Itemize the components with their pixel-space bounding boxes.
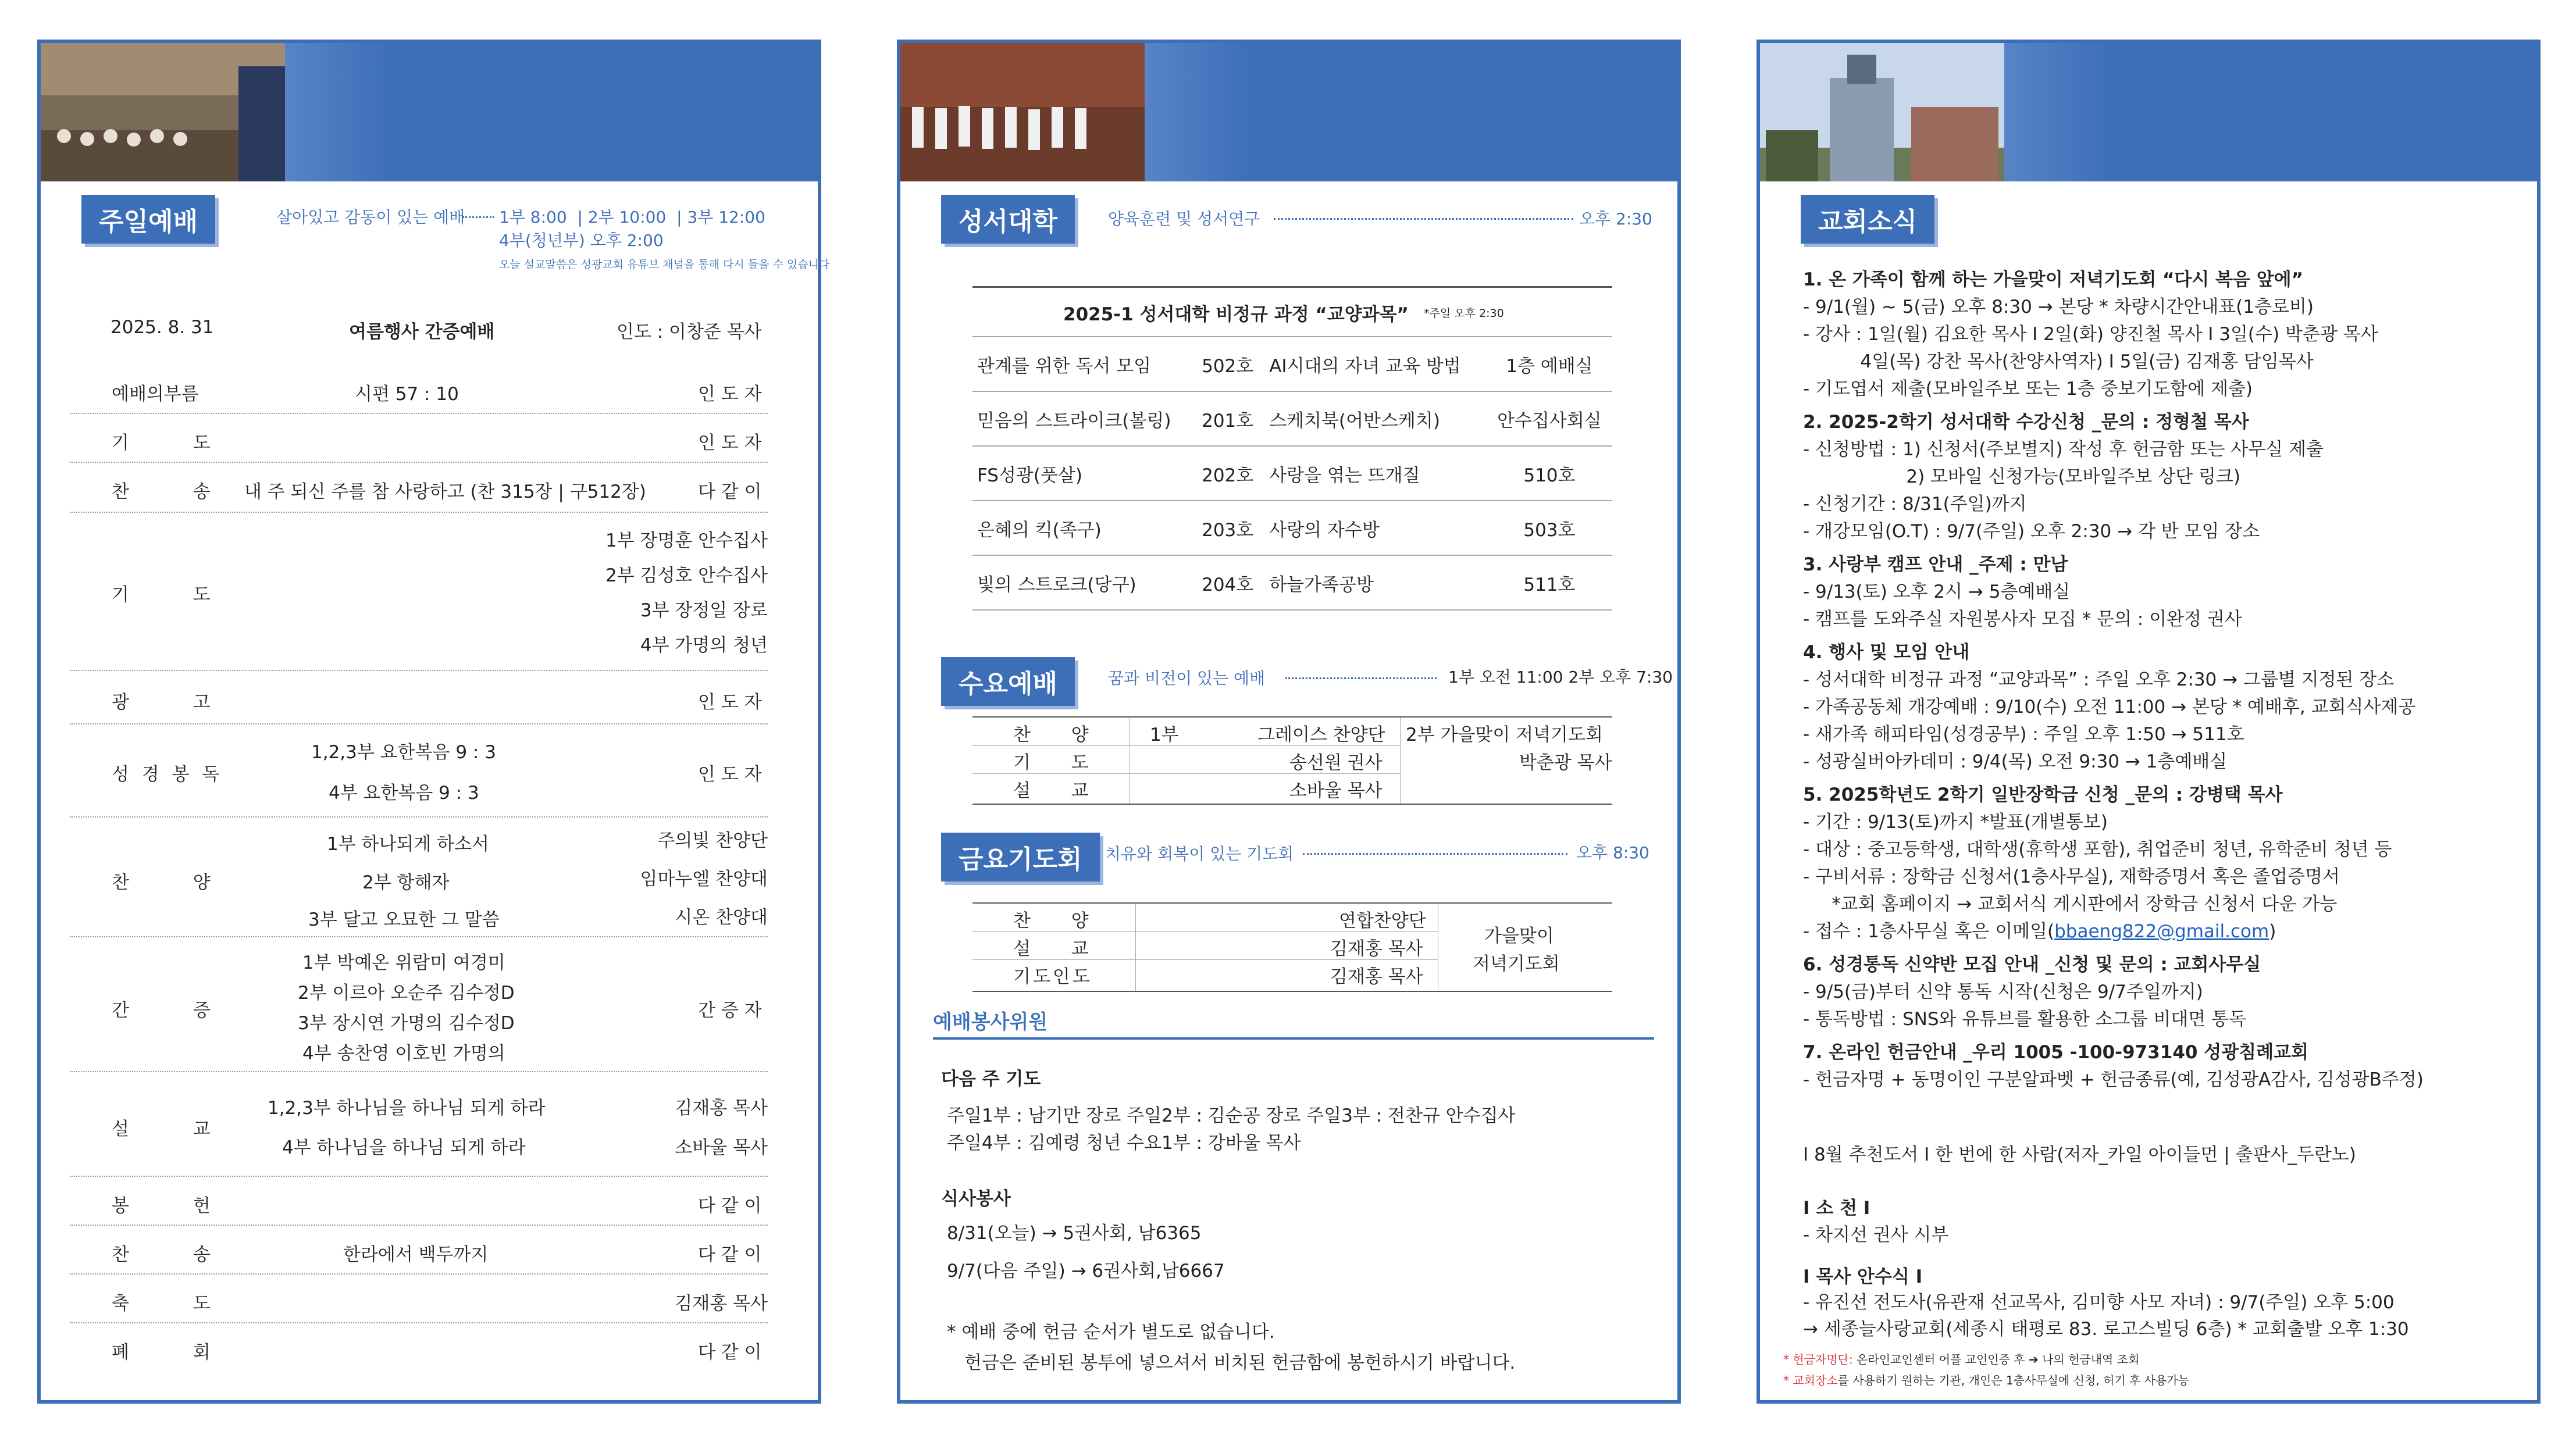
news-heading: 3. 사랑부 캠프 안내 _주제 : 만남 xyxy=(1803,554,2068,575)
news-line: 2) 모바일 신청가능(모바일주보 상단 링크) xyxy=(1803,466,2240,487)
order-label: 기 도 xyxy=(112,584,240,605)
course-row xyxy=(972,555,1612,610)
friday-title: 금요기도회 xyxy=(941,833,1100,881)
order-line: 1부 하나되게 하소서 xyxy=(327,834,489,855)
offering-notice: 헌금은 준비된 봉투에 넣으셔서 비치된 헌금함에 봉헌하시기 바랍니다. xyxy=(964,1352,1516,1373)
news-list xyxy=(1803,266,2424,1094)
order-label: 폐 회 xyxy=(112,1342,240,1363)
wednesday-subtitle: 꿈과 비전이 있는 예배 xyxy=(1108,669,1266,688)
email-suffix: ) xyxy=(2269,921,2276,942)
news-heading: 5. 2025학년도 2학기 일반장학금 신청 _문의 : 강병택 목사 xyxy=(1803,784,2283,805)
header-banner xyxy=(1760,43,2537,181)
choir-photo xyxy=(900,43,1145,181)
email-link[interactable]: bbaeng822@gmail.com xyxy=(2054,921,2269,942)
course-room: 511호 xyxy=(1487,555,1612,610)
order-person: 소바울 목사 xyxy=(675,1137,768,1158)
wed-person: 그레이스 찬양단 xyxy=(1257,724,1385,745)
dotted-leader xyxy=(1303,853,1567,855)
wed-label: 기 도 xyxy=(1013,752,1106,773)
wed-person: 소바울 목사 xyxy=(1289,780,1383,801)
order-line: 2부 이르아 오순주 김수정D xyxy=(298,983,515,1004)
service-leader: 인도 : 이창준 목사 xyxy=(617,322,762,342)
order-line: 4부 하나님을 하나님 되게 하라 xyxy=(282,1137,526,1158)
news-line: - 강사 : 1일(월) 김요한 목사 I 2일(화) 양진철 목사 I 3일(수) 박춘광 목사 xyxy=(1803,324,2378,345)
wednesday-time: 1부 오전 11:00 2부 오후 7:30 xyxy=(1448,668,1673,687)
news-line: - 신청기간 : 8/31(주일)까지 xyxy=(1803,494,2027,515)
order-person: 인 도 자 xyxy=(698,692,762,713)
fri-label: 설 교 xyxy=(1013,938,1106,959)
course-table-top xyxy=(972,286,1612,288)
order-label: 예배의부름 xyxy=(112,384,199,405)
order-person: 다 같 이 xyxy=(698,1342,762,1363)
order-label: 성 경 봉 독 xyxy=(112,764,223,785)
order-person: 인 도 자 xyxy=(698,433,762,454)
order-label: 찬 송 xyxy=(112,1244,240,1265)
section-time: 오후 2:30 xyxy=(1579,209,1652,229)
news-line: - 통독방법 : SNS와 유튜브를 활용한 소그룹 비대면 통독 xyxy=(1803,1009,2246,1030)
course-name: 은혜의 킥(족구) xyxy=(972,501,1197,555)
news-line: - 캠프를 도와주실 자원봉사자 모집 * 문의 : 이완정 권사 xyxy=(1803,609,2242,630)
news-heading: 6. 성경통독 신약반 모집 안내 _신청 및 문의 : 교회사무실 xyxy=(1803,954,2261,975)
course-name: 빛의 스트로크(당구) xyxy=(972,555,1197,610)
footnote-text: 를 사용하기 원하는 기관, 개인은 1층사무실에 신청, 허기 후 사용가능 xyxy=(1837,1373,2189,1387)
order-line: 2부 김성호 안수집사 xyxy=(605,565,768,586)
news-line: - 가족공동체 개강예배 : 9/10(수) 오전 11:00 → 본당 * 예배후, 교회식사제공 xyxy=(1803,697,2416,718)
fri-person: 연합찬양단 xyxy=(1339,911,1426,931)
order-line: 4부 요한복음 9 : 3 xyxy=(329,783,479,804)
section-title: 주일예배 xyxy=(81,195,215,244)
fri-event: 저녁기도회 xyxy=(1473,954,1560,975)
news-heading: 1. 온 가족이 함께 하는 가을맞이 저녁기도회 “다시 복음 앞에” xyxy=(1803,269,2303,290)
footnote-label: * 헌금자명단: xyxy=(1783,1352,1853,1366)
news-heading: 7. 온라인 헌금안내 _우리 1005 -100-973140 성광침례교회 xyxy=(1803,1042,2308,1063)
order-row xyxy=(70,818,768,937)
course-name: 믿음의 스트라이크(볼링) xyxy=(972,391,1197,446)
course-room: 1층 예배실 xyxy=(1487,337,1612,391)
course-row xyxy=(972,501,1612,555)
header-banner xyxy=(41,43,818,181)
order-row xyxy=(70,463,768,513)
course-name: FS성광(풋살) xyxy=(972,446,1197,501)
order-row xyxy=(70,671,768,724)
order-person: 시온 찬양대 xyxy=(675,907,768,928)
news-line: - 9/5(금)부터 신약 통독 시작(신청은 9/7주일까지) xyxy=(1803,981,2203,1002)
dotted-leader xyxy=(1274,218,1573,220)
course-room: 502호 xyxy=(1197,337,1264,391)
section-title: 성서대학 xyxy=(941,195,1075,244)
order-line: 1,2,3부 요한복음 9 : 3 xyxy=(311,742,496,763)
news-line: - 기도엽서 제출(모바일주보 또는 1층 중보기도함에 제출) xyxy=(1803,379,2253,399)
time-label: 4부(청년부) xyxy=(499,231,585,250)
news-line: - 대상 : 중고등학생, 대학생(휴학생 포함), 취업준비 청년, 유학준비 청년 등 xyxy=(1803,839,2392,860)
ordain-line: → 세종늘사랑교회(세종시 태평로 83. 로고스빌딩 6층) * 교회출발 오후 1:30 xyxy=(1803,1319,2409,1340)
news-line: - 9/13(토) 오후 2시 → 5층예배실 xyxy=(1803,581,2071,602)
order-line: 4부 가명의 청년 xyxy=(640,635,768,656)
order-person: 다 같 이 xyxy=(698,481,762,502)
called-title: I 소 천 I xyxy=(1803,1198,1870,1219)
news-heading: 4. 행사 및 모임 안내 xyxy=(1803,642,1970,663)
course-title: 2025-1 성서대학 비정규 과정 “교양과목” xyxy=(1063,304,1409,325)
meal-line: 8/31(오늘) → 5권사회, 남6365 xyxy=(947,1223,1202,1244)
order-person: 김재홍 목사 xyxy=(675,1098,768,1119)
order-row xyxy=(70,724,768,818)
footnote xyxy=(1783,1350,2139,1367)
order-line: 1,2,3부 하나님을 하나님 되게 하라 xyxy=(268,1098,546,1119)
course-row xyxy=(972,391,1612,446)
order-label: 기 도 xyxy=(112,433,240,454)
news-line xyxy=(1803,918,2424,945)
time-value: 8:00 xyxy=(530,208,567,227)
order-line: 1부 장명훈 안수집사 xyxy=(605,530,768,551)
service-name: 여름행사 간증예배 xyxy=(349,322,495,342)
news-line: - 구비서류 : 장학금 신청서(1층사무실), 재학증명서 혹은 졸업증명서 xyxy=(1803,866,2340,887)
order-row xyxy=(70,1177,768,1226)
order-line: 3부 장정일 장로 xyxy=(640,600,768,621)
news-line: 4일(목) 강찬 목사(찬양사역자) I 5일(금) 김재홍 담임목사 xyxy=(1803,351,2314,372)
time-value: 10:00 xyxy=(619,208,667,227)
called-line: - 차지선 권사 시부 xyxy=(1803,1225,1949,1245)
friday-subtitle: 치유와 회복이 있는 기도회 xyxy=(1105,844,1294,863)
committee-title: 예배봉사위원 xyxy=(933,1011,1048,1034)
choir-photo xyxy=(41,43,285,181)
youtube-note: 오늘 설교말씀은 성광교회 유튜브 채널을 통해 다시 들을 수 있습니다 xyxy=(499,258,830,271)
order-label: 간 증 xyxy=(112,1000,240,1021)
section-subtitle: 양육훈련 및 성서연구 xyxy=(1108,209,1260,229)
wed-label: 찬 양 xyxy=(1013,724,1106,745)
ordain-title: I 목사 안수식 I xyxy=(1803,1266,1923,1287)
order-row xyxy=(70,937,768,1072)
order-content: 내 주 되신 주를 참 사랑하고 (찬 315장 | 구512장) xyxy=(244,481,646,502)
time-value: 오후 2:00 xyxy=(590,231,664,250)
wed-event: 2부 가을맞이 저녁기도회 xyxy=(1406,724,1603,745)
dotted-leader xyxy=(462,216,494,218)
news-line: - 새가족 해피타임(성경공부) : 주일 오후 1:50 → 511호 xyxy=(1803,724,2244,745)
order-row xyxy=(70,414,768,463)
course-room: 202호 xyxy=(1197,446,1264,501)
course-room: 503호 xyxy=(1487,501,1612,555)
course-name: 관계를 위한 독서 모임 xyxy=(972,337,1197,391)
time-value: 12:00 xyxy=(718,208,765,227)
section-title: 교회소식 xyxy=(1801,195,1934,244)
dotted-leader xyxy=(1285,677,1437,679)
order-person: 임마누엘 찬양대 xyxy=(640,869,768,890)
order-person: 주의빛 찬양단 xyxy=(657,830,768,851)
order-line: 3부 달고 오묘한 그 말씀 xyxy=(308,909,500,930)
fri-person: 김재홍 목사 xyxy=(1330,938,1423,959)
wednesday-table xyxy=(972,716,1612,805)
news-line: *교회 홈페이지 → 교회서식 게시판에서 장학금 신청서 다운 가능 xyxy=(1803,894,2338,915)
youth-service-time xyxy=(499,228,664,251)
course-row xyxy=(972,446,1612,501)
order-row xyxy=(70,1226,768,1275)
wed-label: 설 교 xyxy=(1013,780,1106,801)
wed-person: 송선원 권사 xyxy=(1289,752,1383,773)
fri-person: 김재홍 목사 xyxy=(1330,966,1423,987)
course-name: 스케치북(어반스케치) xyxy=(1264,391,1487,446)
committee-rule xyxy=(933,1037,1654,1040)
order-row xyxy=(70,1072,768,1177)
section-subtitle: 살아있고 감동이 있는 예배 xyxy=(276,208,465,227)
meal-title: 식사봉사 xyxy=(941,1188,1011,1209)
news-line: - 신청방법 : 1) 신청서(주보별지) 작성 후 헌금함 또는 사무실 제출 xyxy=(1803,439,2324,460)
church-building-photo xyxy=(1760,43,2004,181)
course-name: 사랑의 자수방 xyxy=(1264,501,1487,555)
course-row xyxy=(972,337,1612,391)
recommended-book: I 8월 추천도서 I 한 번에 한 사람(저자_카일 아이들먼 | 출판사_두란노) xyxy=(1803,1144,2356,1165)
email-prefix: - 접수 : 1층사무실 혹은 이메일( xyxy=(1803,921,2055,942)
order-label: 설 교 xyxy=(112,1119,240,1140)
footnote-label: * 교회장소 xyxy=(1783,1373,1838,1387)
fri-event: 가을맞이 xyxy=(1484,926,1554,947)
order-label: 광 고 xyxy=(112,692,240,713)
order-line: 2부 항해자 xyxy=(362,872,450,893)
course-name: AI시대의 자녀 교육 방법 xyxy=(1264,337,1487,391)
wednesday-title: 수요예배 xyxy=(941,657,1075,706)
course-note: *주일 오후 2:30 xyxy=(1424,307,1504,320)
fri-label: 기도인도 xyxy=(1013,966,1092,987)
order-label: 찬 송 xyxy=(112,481,240,502)
ordain-line: - 유진선 전도사(유관재 선교목사, 김미향 사모 자녀) : 9/7(주일) 오후 5:00 xyxy=(1803,1292,2395,1313)
news-heading: 2. 2025-2학기 성서대학 수강신청 _문의 : 정형철 목사 xyxy=(1803,412,2249,433)
header-banner xyxy=(900,43,1677,181)
news-line: - 헌금자명 + 동명이인 구분알파벳 + 헌금종류(예, 김성광A감사, 김성광B주정) xyxy=(1803,1069,2424,1090)
time-label: 2부 xyxy=(587,208,614,227)
order-line: 4부 송찬영 이호빈 가명의 xyxy=(302,1043,505,1064)
order-person: 김재홍 목사 xyxy=(675,1293,768,1314)
meal-line: 9/7(다음 주일) → 6권사회,남6667 xyxy=(947,1261,1225,1282)
order-label: 축 도 xyxy=(112,1293,240,1314)
order-line: 3부 장시연 가명의 김수정D xyxy=(298,1013,515,1034)
news-line: - 성광실버아카데미 : 9/4(목) 오전 9:30 → 1층예배실 xyxy=(1803,751,2228,772)
news-line: - 개강모임(O.T) : 9/7(주일) 오후 2:30 → 각 반 모임 장소 xyxy=(1803,521,2260,542)
wed-preacher: 박춘광 목사 xyxy=(1519,752,1612,773)
order-row xyxy=(70,1275,768,1323)
course-room: 201호 xyxy=(1197,391,1264,446)
service-date: 2025. 8. 31 xyxy=(111,317,214,338)
wed-part: 1부 xyxy=(1150,724,1179,745)
next-prayer-line: 주일4부 : 김예령 청년 수요1부 : 강바울 목사 xyxy=(947,1133,1301,1154)
order-person: 인 도 자 xyxy=(698,384,762,405)
course-room: 203호 xyxy=(1197,501,1264,555)
course-name: 하늘가족공방 xyxy=(1264,555,1487,610)
order-row xyxy=(70,513,768,671)
next-prayer-line: 주일1부 : 남기만 장로 주일2부 : 김순공 장로 주일3부 : 전찬규 안수집사 xyxy=(947,1105,1516,1126)
time-label: 1부 xyxy=(499,208,525,227)
news-line: - 성서대학 비정규 과정 “교양과목” : 주일 오후 2:30 → 그룹별 지정된 장소 xyxy=(1803,669,2395,690)
course-table xyxy=(972,336,1612,611)
footnote xyxy=(1783,1371,2189,1388)
order-person: 간 증 자 xyxy=(698,1000,762,1021)
order-content: 한라에서 백두까지 xyxy=(343,1244,489,1265)
course-name: 사랑을 엮는 뜨개질 xyxy=(1264,446,1487,501)
order-row xyxy=(70,366,768,414)
service-times: 1부 8:00 | 2부 10:00 | 3부 12:00 xyxy=(499,208,765,227)
course-room: 204호 xyxy=(1197,555,1264,610)
fri-label: 찬 양 xyxy=(1013,911,1106,931)
next-prayer-title: 다음 주 기도 xyxy=(941,1069,1041,1090)
order-content: 시편 57 : 10 xyxy=(355,384,459,405)
offering-notice: * 예배 중에 헌금 순서가 별도로 없습니다. xyxy=(947,1322,1275,1343)
news-line: - 9/1(월) ~ 5(금) 오후 8:30 → 본당 * 차량시간안내표(1층로비) xyxy=(1803,297,2314,317)
friday-time: 오후 8:30 xyxy=(1576,843,1649,862)
order-label: 봉 헌 xyxy=(112,1195,240,1216)
footnote-text: 온라인교인센터 어플 교인인증 후 ➔ 나의 헌금내역 조회 xyxy=(1852,1352,2140,1366)
news-line: - 기간 : 9/13(토)까지 *발표(개별통보) xyxy=(1803,812,2108,833)
order-line: 1부 박예온 위람미 여경미 xyxy=(302,952,505,973)
order-label: 찬 양 xyxy=(112,872,240,893)
order-row xyxy=(70,1323,768,1372)
course-room: 안수집사회실 xyxy=(1487,391,1612,446)
order-person: 다 같 이 xyxy=(698,1195,762,1216)
order-person: 다 같 이 xyxy=(698,1244,762,1265)
friday-table xyxy=(972,902,1612,992)
course-room: 510호 xyxy=(1487,446,1612,501)
order-person: 인 도 자 xyxy=(698,764,762,785)
time-label: 3부 xyxy=(687,208,714,227)
